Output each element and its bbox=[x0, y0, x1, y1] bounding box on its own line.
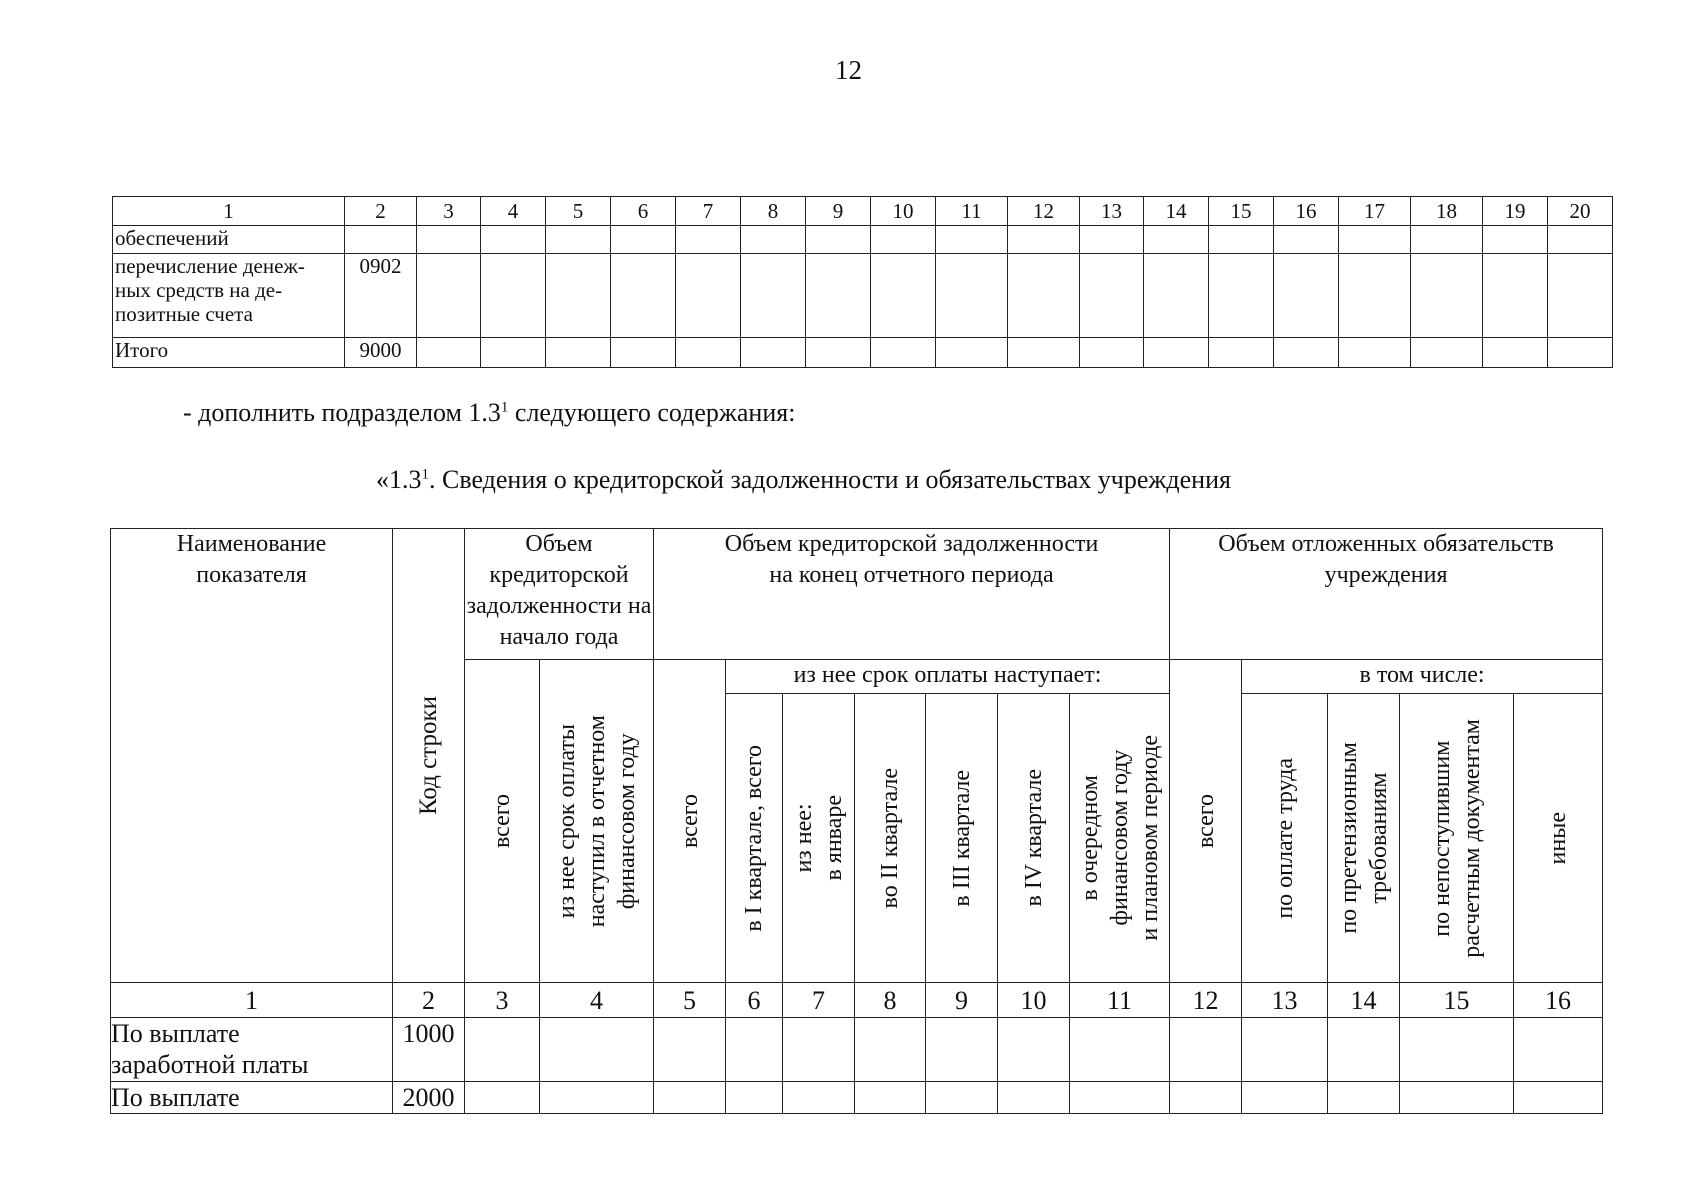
sub-c9 bbox=[926, 694, 998, 983]
sub-c4-text: из нее срок оплаты наступил в отчетном финансовом году bbox=[553, 714, 640, 928]
col-number: 13 bbox=[1080, 197, 1144, 226]
row-code: 0902 bbox=[345, 254, 417, 338]
col-number: 16 bbox=[1274, 197, 1339, 226]
col-number: 6 bbox=[726, 983, 783, 1018]
row-code bbox=[345, 226, 417, 254]
col-number: 8 bbox=[855, 983, 926, 1018]
col-number: 11 bbox=[1070, 983, 1170, 1018]
col-number: 10 bbox=[871, 197, 936, 226]
sub-c10-text: в IV квартале bbox=[1020, 769, 1047, 907]
sub-c10 bbox=[998, 694, 1070, 983]
sub-c6-text: в I квартале, всего bbox=[741, 744, 767, 932]
page-number: 12 bbox=[835, 55, 862, 85]
col-number: 15 bbox=[1209, 197, 1274, 226]
add-subsection-note bbox=[183, 398, 795, 428]
col-number: 2 bbox=[345, 197, 417, 226]
col-number: 16 bbox=[1514, 983, 1603, 1018]
sub-c7-text: из нее: в январе bbox=[790, 795, 847, 881]
col-number: 8 bbox=[741, 197, 806, 226]
col-number: 9 bbox=[926, 983, 998, 1018]
note-superscript: 1 bbox=[500, 399, 509, 416]
table-row bbox=[111, 1018, 1603, 1082]
row-name: Итого bbox=[113, 338, 345, 368]
col-number: 10 bbox=[998, 983, 1070, 1018]
sub-c6 bbox=[726, 694, 783, 983]
sub-c3 bbox=[465, 660, 540, 983]
table-row bbox=[111, 1082, 1603, 1114]
col-number: 7 bbox=[676, 197, 741, 226]
col-number: 19 bbox=[1483, 197, 1548, 226]
col-number: 3 bbox=[417, 197, 481, 226]
table-row bbox=[113, 254, 1613, 338]
col-number: 14 bbox=[1144, 197, 1209, 226]
sub-c7 bbox=[783, 694, 855, 983]
sub-c11-text: в очередном финансовом году и плановом периоде bbox=[1076, 735, 1163, 941]
col-number: 15 bbox=[1400, 983, 1514, 1018]
col-number: 20 bbox=[1548, 197, 1613, 226]
table-row bbox=[113, 226, 1613, 254]
sub-c13 bbox=[1242, 694, 1328, 983]
sub-c14-text: по претензионным требованиям bbox=[1335, 742, 1392, 934]
row-name: обеспечений bbox=[113, 226, 345, 254]
sub-c13-text: по оплате труда bbox=[1271, 757, 1298, 919]
col-number: 18 bbox=[1411, 197, 1483, 226]
sub-c8 bbox=[855, 694, 926, 983]
main-table-header bbox=[110, 528, 1603, 983]
sub-c12 bbox=[1170, 660, 1242, 983]
header-name: Наименование показателя bbox=[111, 529, 393, 983]
row-name: перечисление денеж- ных средств на де- позитные счета bbox=[113, 254, 345, 338]
col-number: 1 bbox=[113, 197, 345, 226]
col-number: 6 bbox=[611, 197, 676, 226]
col-number: 1 bbox=[111, 983, 393, 1018]
header-debt-end: Объем кредиторской задолженности на конец отчетного периода bbox=[654, 529, 1170, 660]
title-text: . Сведения о кредиторской задолженности и обязательствах учреждения bbox=[429, 465, 1231, 494]
row-code: 2000 bbox=[393, 1082, 465, 1114]
row-name: По выплате заработной платы bbox=[111, 1018, 393, 1082]
sub-c5-text: всего bbox=[676, 793, 703, 849]
header-due: из нее срок оплаты наступает: bbox=[726, 660, 1170, 694]
sub-c14 bbox=[1328, 694, 1400, 983]
header-deferred: Объем отложенных обязательств учреждения bbox=[1170, 529, 1603, 660]
header-code bbox=[393, 529, 465, 983]
sub-c11 bbox=[1070, 694, 1170, 983]
col-number: 4 bbox=[540, 983, 654, 1018]
top-table-header-row bbox=[113, 197, 1613, 226]
top-table bbox=[112, 196, 1613, 368]
main-table-body bbox=[110, 982, 1603, 1114]
col-number: 4 bbox=[481, 197, 546, 226]
note-text: следующего содержания: bbox=[508, 398, 796, 427]
col-number: 5 bbox=[654, 983, 726, 1018]
col-number: 11 bbox=[936, 197, 1008, 226]
col-number: 2 bbox=[393, 983, 465, 1018]
row-code: 1000 bbox=[393, 1018, 465, 1082]
col-number: 13 bbox=[1242, 983, 1328, 1018]
sub-c8-text: во II квартале bbox=[877, 767, 903, 909]
sub-c3-text: всего bbox=[489, 793, 515, 849]
col-number: 17 bbox=[1339, 197, 1411, 226]
col-number: 7 bbox=[783, 983, 855, 1018]
sub-c15-text: по непоступившим расчетным документам bbox=[1428, 718, 1485, 958]
sub-c4 bbox=[540, 660, 654, 983]
main-table-number-row bbox=[111, 983, 1603, 1018]
sub-c16 bbox=[1514, 694, 1603, 983]
sub-c16-text: иные bbox=[1545, 811, 1572, 865]
sub-c12-text: всего bbox=[1192, 793, 1219, 849]
col-number: 12 bbox=[1008, 197, 1080, 226]
title-superscript: 1 bbox=[421, 466, 429, 483]
header-debt-start: Объем кредиторской задолженности на начало года bbox=[465, 529, 654, 660]
col-number: 12 bbox=[1170, 983, 1242, 1018]
col-number: 14 bbox=[1328, 983, 1400, 1018]
row-name: По выплате bbox=[111, 1082, 393, 1114]
col-number: 9 bbox=[806, 197, 871, 226]
header-code-text: Код строки bbox=[414, 695, 442, 816]
col-number: 3 bbox=[465, 983, 540, 1018]
sub-c15 bbox=[1400, 694, 1514, 983]
title-text: «1.3 bbox=[376, 465, 422, 494]
section-title bbox=[376, 465, 1231, 495]
note-text: - дополнить подразделом 1.3 bbox=[183, 398, 501, 427]
row-code: 9000 bbox=[345, 338, 417, 368]
table-row bbox=[113, 338, 1613, 368]
sub-c9-text: в III квартале bbox=[948, 769, 975, 907]
header-incl: в том числе: bbox=[1242, 660, 1603, 694]
sub-c5 bbox=[654, 660, 726, 983]
col-number: 5 bbox=[546, 197, 611, 226]
